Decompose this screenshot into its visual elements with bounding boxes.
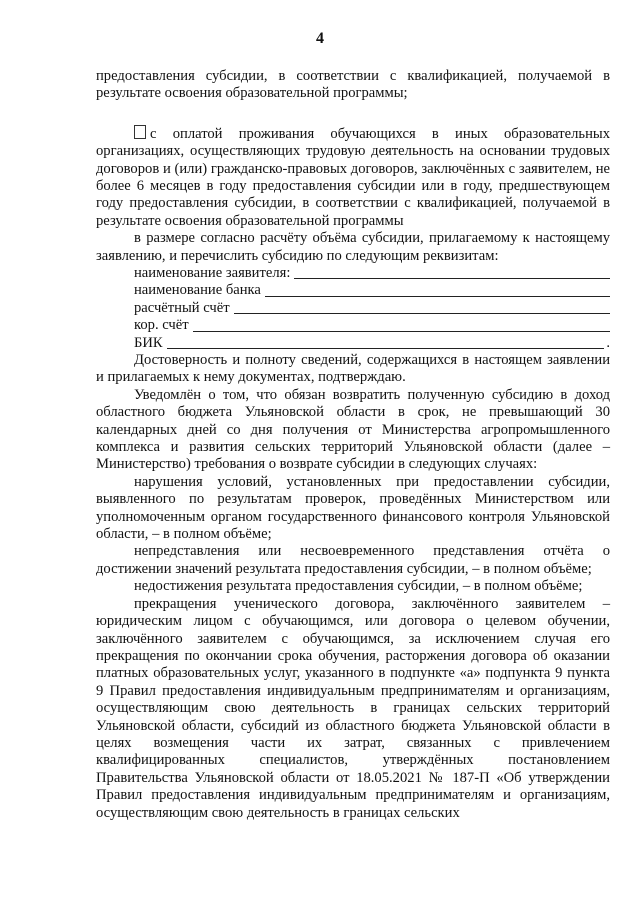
field-correspondent-account <box>134 317 610 334</box>
paragraph-5: Уведомлён о том, что обязан возвратить полученную субсидию в доход областного бюджета Ульяновской области в срок, не превышающий 30 календарных дней со дня получения от Министерства агропромышленного комплекса и развития сельских территорий Ульяновской области (далее – Министерство) требования о возврате субсидии в следующих случаях: <box>96 386 610 473</box>
field-label: БИК <box>134 334 163 351</box>
field-label: кор. счёт <box>134 317 189 334</box>
paragraph-9: прекращения ученического договора, заключённого заявителем – юридическим лицом с обучающимся, или договора о целевом обучении, заключённого заявителем с обучающимся, за исключением случая его прекращения по окончании срока обучения, расторжения договора об оказании платных образовательных услуг, указанного в подпункте «а» подпункта 9 пункта 9 Правил предоставления индивидуальным предпринимателям и организациям, осуществляющим свою деятельность в границах сельских территорий Ульяновской области, субсидий из областного бюджета Ульяновской области в целях возмещения части их затрат, связанных с привлечением квалифицированных специалистов, утверждённых постановлением Правительства Ульяновской области от 18.05.2021 № 187-П «Об утверждении Правил предоставления индивидуальным предпринимателям и организациям, осуществляющим свою деятельность в границах сельских <box>96 595 610 821</box>
paragraph-2-text: с оплатой проживания обучающихся в иных образовательных организациях, осуществляющих трудовую деятельность на основании трудовых договоров и (или) гражданско-правовых договоров, заключённых с заявителем, не более 6 месяцев в году предоставления субсидии или в году, предшествующем году предоставления субсидии, в соответствии с квалификацией, получаемой в результате освоения образовательной программы <box>96 125 610 229</box>
paragraph-7: непредставления или несвоевременного представления отчёта о достижении значений результата предоставления субсидии, – в полном объёме; <box>96 543 610 577</box>
field-label: расчётный счёт <box>134 299 230 316</box>
field-settlement-account <box>134 300 610 317</box>
field-label: наименование банка <box>134 282 261 299</box>
field-bank-name <box>134 282 610 299</box>
paragraph-8: недостижения результата предоставления субсидии, – в полном объёме; <box>134 578 583 595</box>
field-end-period: . <box>606 334 610 351</box>
field-bik <box>134 335 610 352</box>
field-input-line[interactable] <box>265 285 610 297</box>
paragraph-2 <box>96 125 610 230</box>
page-number: 4 <box>316 30 324 47</box>
paragraph-3: в размере согласно расчёту объёма субсидии, прилагаемому к настоящему заявлению, и перечислить субсидию по следующим реквизитам: <box>96 230 610 264</box>
field-label: наименование заявителя: <box>134 265 291 282</box>
field-input-line[interactable] <box>234 302 610 314</box>
document-body <box>96 68 610 822</box>
paragraph-1: предоставления субсидии, в соответствии с квалификацией, получаемой в результате освоения образовательной программы; <box>96 68 610 102</box>
paragraph-4: Достоверность и полноту сведений, содержащихся в настоящем заявлении и прилагаемых к нему документах, подтверждаю. <box>96 352 610 386</box>
field-input-line[interactable] <box>294 267 610 279</box>
field-input-line[interactable] <box>167 337 605 349</box>
checkbox[interactable] <box>134 125 146 139</box>
field-applicant-name <box>134 265 610 282</box>
paragraph-6: нарушения условий, установленных при предоставлении субсидии, выявленного по результатам проверок, проведённых Министерством или уполномоченным органом государственного финансового контроля Ульяновской области, – в полном объёме; <box>96 473 610 543</box>
field-input-line[interactable] <box>193 320 610 332</box>
